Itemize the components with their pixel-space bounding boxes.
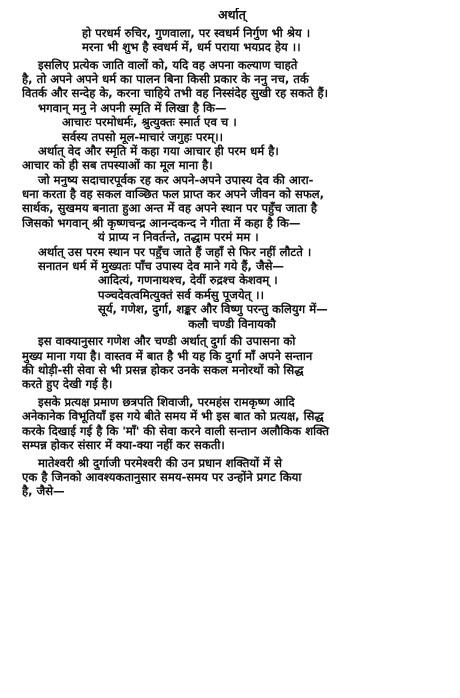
sanskrit-verse-line: आचारः परमोधर्मः, श्रुत्युक्तः स्मार्त एव च । [62,115,237,130]
paragraph-line: अर्थात् वेद और स्मृति में कहा गया आचार ही परम धर्म है। [38,143,279,158]
paragraph-line: मुख्य माना गया है। वास्तव में बात है भी यह कि दुर्गा माँ अपने सन्तान [22,348,313,363]
paragraph-line: मातेश्वरी श्री दुर्गाजी परमेश्वरी की उन प्रधान शक्तियों में से [38,455,282,470]
paragraph-line: सनातन धर्म में मुख्यतः पाँच उपास्य देव माने गये हैं, जैसे— [38,259,285,274]
paragraph-line: इसके प्रत्यक्ष प्रमाण छत्रपति शिवाजी, परमहंस रामकृष्ण आदि [38,394,295,409]
paragraph-line: जिसको भगवान् श्री कृष्णचन्द्र आनन्दकन्द ने गीता में कहा है कि— [22,215,301,230]
centered-quote: कलौ चण्डी विनायकौ [188,316,276,331]
paragraph-line: सूर्य, गणेश, दुर्गा, शङ्कर और विष्णु परन्तु कलियुग में— [98,302,328,317]
paragraph-line: एक है जिनको आवश्यकतानुसार समय-समय पर उन्होंने प्रगट किया [22,470,302,485]
paragraph-line: इस वाक्यानुसार गणेश और चण्डी अर्थात् दुर्गा की उपासना को [38,334,296,349]
paragraph-line: भगवान् मनु ने अपनी स्मृति में लिखा है कि— [38,100,227,115]
sanskrit-verse-line: आदित्यं, गणनाथश्च, देवीं रुद्रश्च केशवम् । [98,273,278,288]
paragraph-line: करते हुए देखी गई है। [22,377,113,392]
sanskrit-verse-line: सर्वस्य तपसो मूल-माचारं जगुहः परम्।। [62,129,224,144]
paragraph-line: इसलिए प्रत्येक जाति वालों को, यदि वह अपना कल्याण चाहते [38,57,298,72]
paragraph-line: आचार को ही सब तपस्याओं का मूल माना है। [22,158,213,173]
verse-line: मरना भी शुभ है स्वधर्म में, धर्म पराया भयप्रद हेय ।। [82,39,301,54]
paragraph-line: धना करता है वह सकल वाञ्छित फल प्राप्त कर अपने जीवन को सफल, [22,187,325,202]
paragraph-line: अनेकानेक विभूतियाँ इस गये बीते समय में भी इस बात को प्रत्यक्ष, सिद्ध [22,409,324,424]
paragraph-line: है, जैसे— [22,484,65,499]
paragraph-line: जो मनुष्य सदाचारपूर्वक रह कर अपने-अपने उपास्य देव की आरा- [38,172,314,187]
section-heading: अर्थात् [218,8,246,22]
paragraph-line: अर्थात् उस परम स्थान पर पहुँच जाते हैं जहाँ से फिर नहीं लौटते । [38,244,312,259]
paragraph-line: है, तो अपने अपने धर्म का पालन बिना किसी प्रकार के ननु नच, तर्क [22,71,309,86]
sanskrit-verse-line: पञ्चदेवत्वमित्युक्तं सर्व कर्मसु पूजयेत् ।। [98,287,264,302]
paragraph-line: करके दिखाई गई है कि 'माँ' की सेवा करने वाली सन्तान अलौकिक शक्ति [22,423,329,438]
paragraph-line: की थोड़ी-सी सेवा से भी प्रसन्न होकर उनके सकल मनोरथों को सिद्ध [22,362,304,377]
sanskrit-verse-line: यं प्राप्य न निवर्तन्ते, तद्धाम परमं मम । [98,230,259,245]
paragraph-line: सम्पन्न होकर संसार में क्या-क्या नहीं कर सकती। [22,438,225,453]
paragraph-line: वितर्क और सन्देह के, करना चाहिये तभी वह निस्संदेह सुखी रह सकते हैं। [22,86,329,101]
paragraph-line: सार्थक, सुखमय बनाता हुआ अन्त में वह अपने स्थान पर पहुँच जाता है [22,201,318,216]
verse-line: हो परधर्म रुचिर, गुणवाला, पर स्वधर्म निर्गुण भी श्रेय । [82,25,311,40]
